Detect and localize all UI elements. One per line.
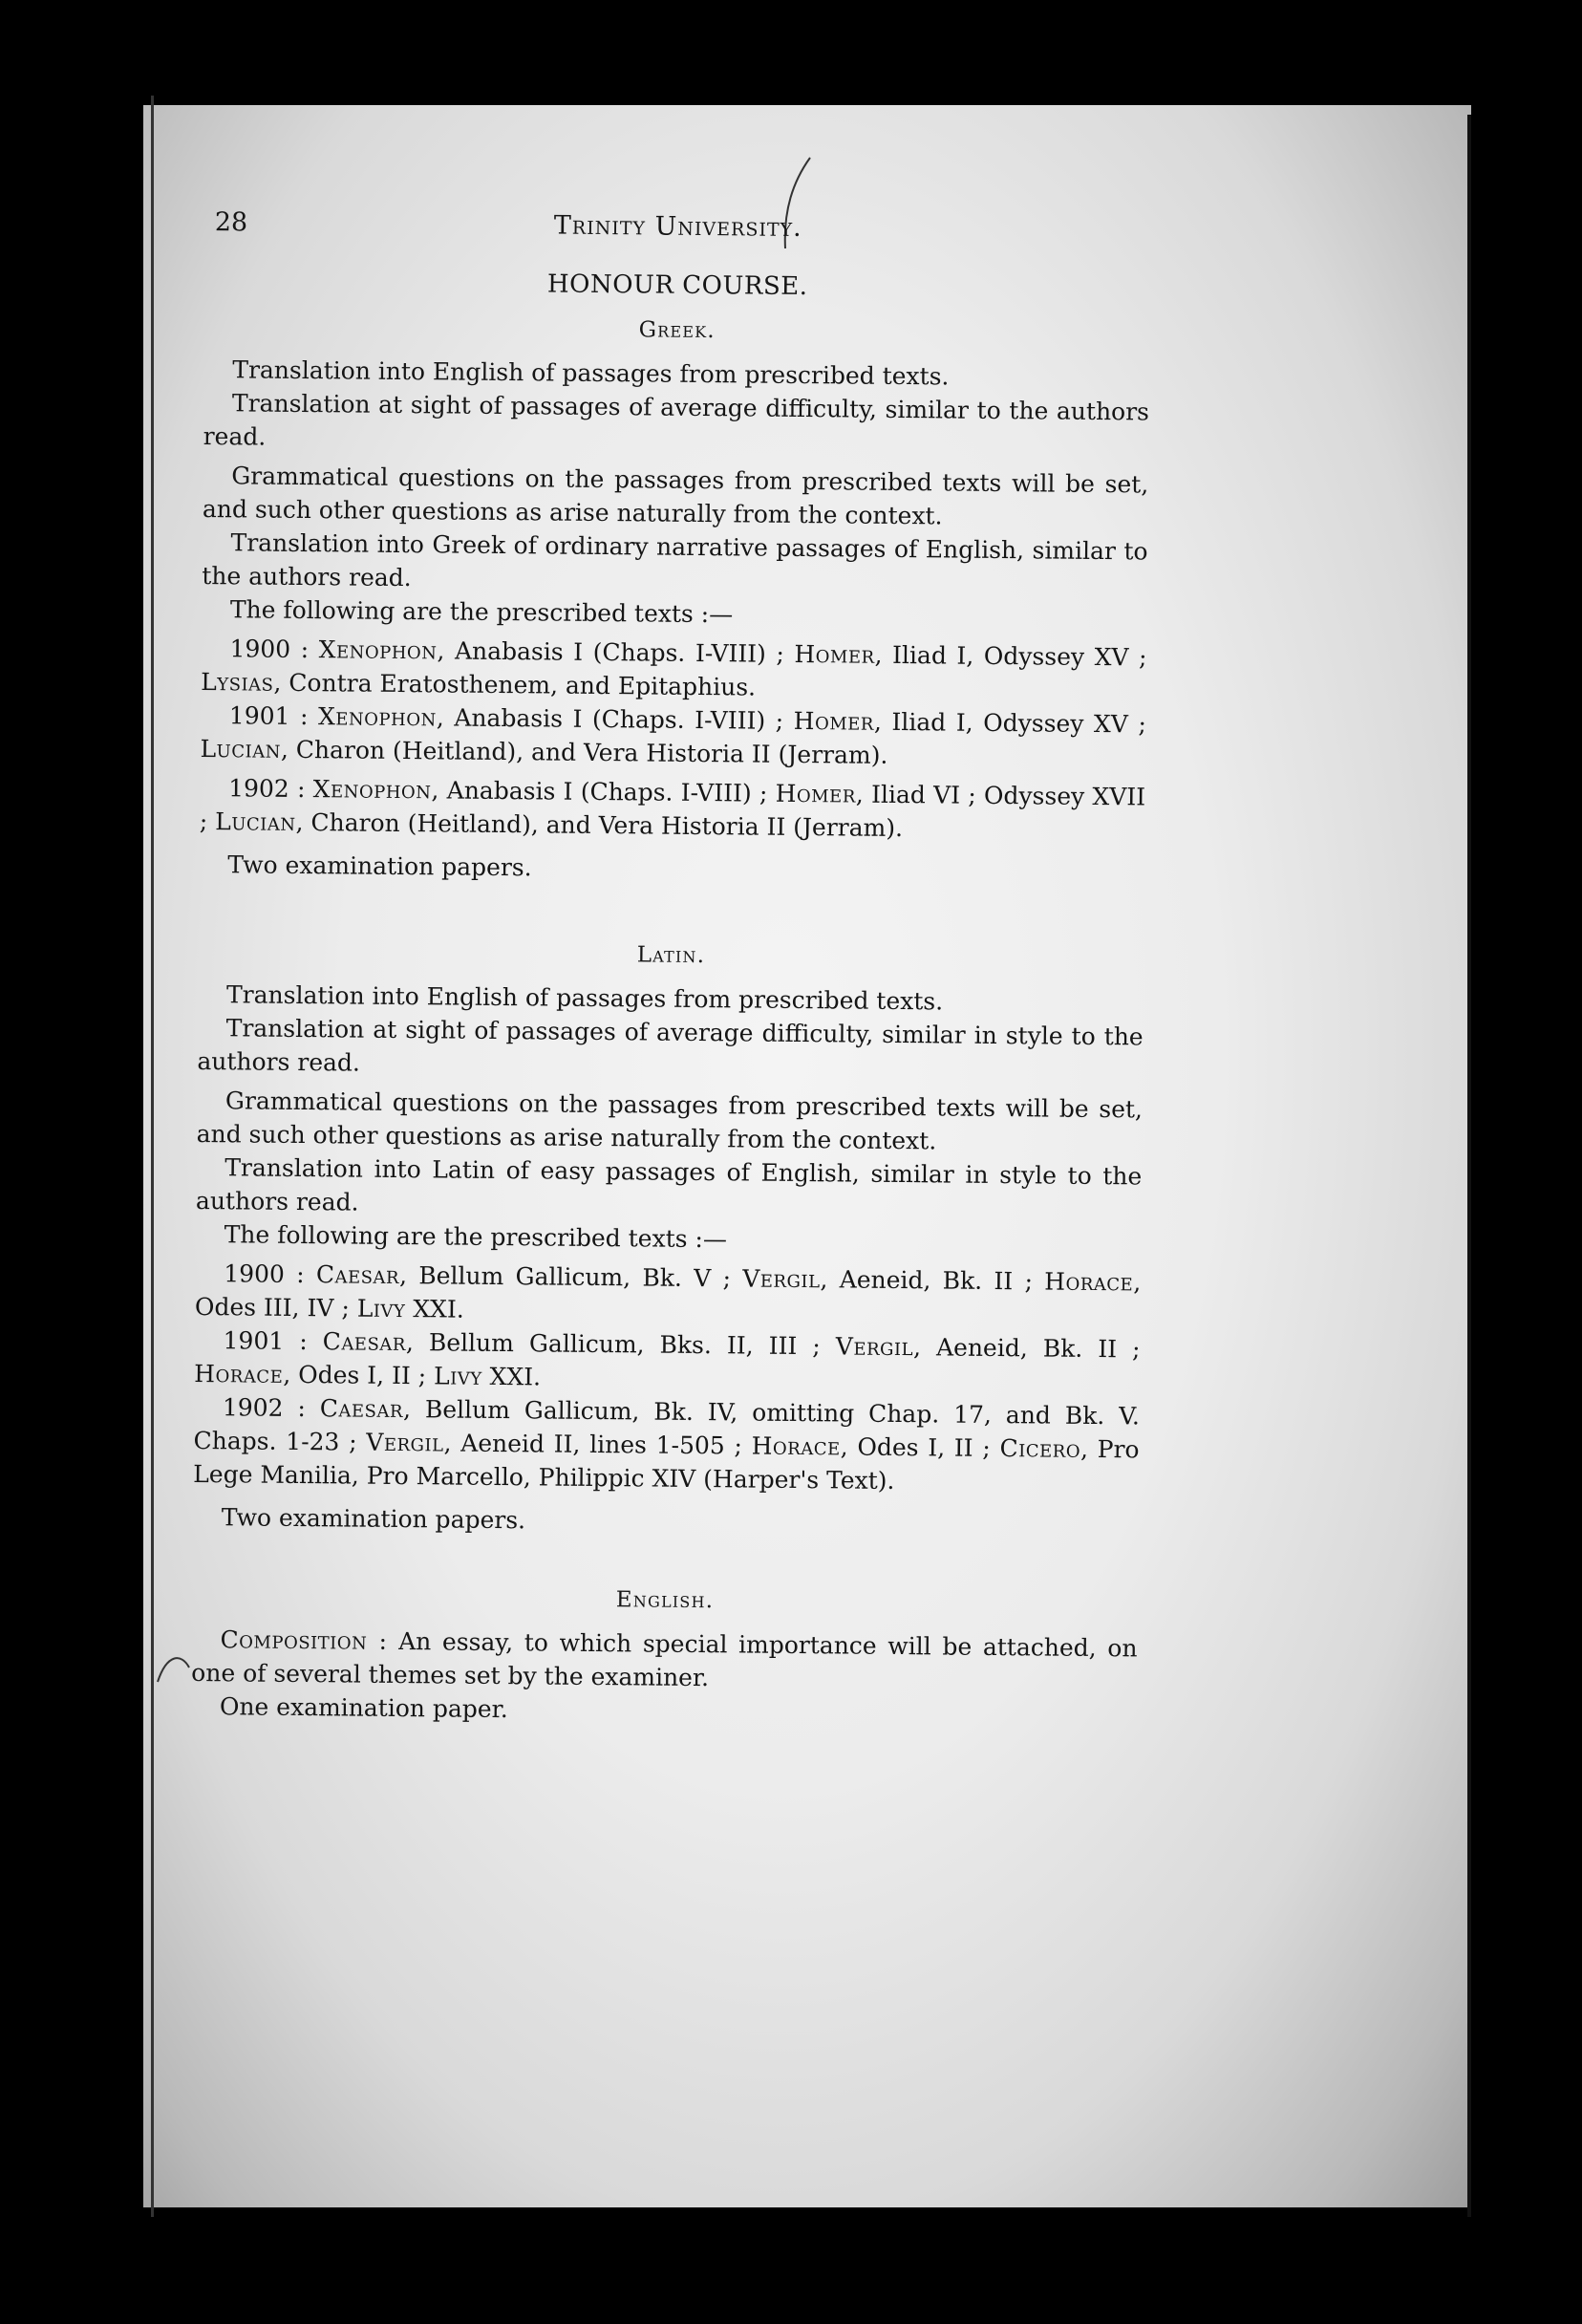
author-name: Homer xyxy=(775,779,856,808)
page-number: 28 xyxy=(214,207,248,238)
composition-text: An essay, to which special importance will be attached, on one of several themes set by the examiner. xyxy=(191,1626,1138,1692)
greek-heading: Greek. xyxy=(638,317,716,344)
course-title: HONOUR COURSE. xyxy=(546,269,808,302)
latin-para-2: Translation at sight of passages of average difficulty, similar in style to the authors read. xyxy=(197,1014,1144,1077)
english-heading: English. xyxy=(615,1587,715,1614)
latin-heading: Latin. xyxy=(636,942,706,969)
page-edge-left xyxy=(151,96,154,2217)
greek-para-2: Translation at sight of passages of average difficulty, similar to the authors read. xyxy=(203,389,1150,451)
english-papers-note: One examination paper. xyxy=(219,1692,508,1724)
author-name: Lucian xyxy=(215,807,296,836)
text-fragment: , Bellum Gallicum, Bk. V ; xyxy=(398,1261,743,1293)
latin-texts-1902 xyxy=(193,1390,1140,1499)
text-fragment: , Pro Lege Manilia, Pro Marcello, Philippic XIV (Harper's Text). xyxy=(193,1434,1140,1495)
author-name: Caesar xyxy=(315,1260,400,1290)
year-label: 1900 : xyxy=(229,635,310,664)
greek-texts-1900 xyxy=(201,632,1147,707)
text-fragment: , Contra Eratosthenem, and Epitaphius. xyxy=(273,668,757,701)
text-fragment: , Bellum Gallicum, Bk. IV, omitting Chap. 17, and Bk. V. Chaps. 1-23 ; xyxy=(193,1395,1141,1456)
text-fragment: , Anabasis I (Chaps. I-VIII) ; xyxy=(436,703,794,735)
running-title: Trinity University. xyxy=(553,210,802,243)
text-fragment: XXI. xyxy=(405,1295,464,1323)
latin-para-1: Translation into English of passages from prescribed texts. xyxy=(225,980,944,1016)
text-fragment: , Odes III, IV ; xyxy=(194,1268,1142,1323)
page-edge-right xyxy=(1467,115,1471,2217)
year-label: 1901 : xyxy=(228,701,309,731)
text-fragment: , Odes I, II ; xyxy=(840,1432,1000,1463)
text-fragment: , Aeneid, Bk. II ; xyxy=(820,1265,1045,1296)
text-fragment: , Anabasis I (Chaps. I-VIII) ; xyxy=(437,636,795,668)
latin-para-3: Grammatical questions on the passages from prescribed texts will be set, and such other questions as arise naturally from the context. xyxy=(196,1087,1144,1155)
author-name: Xenophon xyxy=(318,635,438,665)
text-fragment: , Charon (Heitland), and Vera Historia II (Jerram). xyxy=(280,735,888,769)
page-content xyxy=(191,205,1151,1732)
greek-texts-1902 xyxy=(200,771,1146,847)
author-name: Livy xyxy=(356,1294,406,1323)
text-fragment: , Iliad I, Odyssey XV ; xyxy=(873,707,1146,739)
author-name: Caesar xyxy=(319,1394,404,1424)
author-name: Caesar xyxy=(322,1327,407,1357)
author-name: Lucian xyxy=(200,734,282,764)
year-label: 1902 : xyxy=(228,774,306,804)
author-name: Lysias xyxy=(201,667,274,697)
text-fragment: , Iliad VI ; Odyssey XVII ; xyxy=(199,780,1146,836)
year-label: 1902 : xyxy=(222,1393,307,1423)
text-fragment: , Aeneid, Bk. II ; xyxy=(912,1333,1141,1364)
running-header xyxy=(205,205,1151,263)
text-fragment: , Odes I, II ; xyxy=(283,1360,435,1390)
text-fragment: , Charon (Heitland), and Vera Historia II (Jerram). xyxy=(295,807,904,843)
greek-texts-1901 xyxy=(200,699,1146,775)
text-fragment: , Iliad I, Odyssey XV ; xyxy=(874,640,1147,672)
english-composition xyxy=(191,1623,1138,1699)
latin-para-4: Translation into Latin of easy passages of English, similar in style to the authors read. xyxy=(195,1153,1143,1216)
author-name: Horace xyxy=(194,1359,284,1388)
text-fragment: , Anabasis I (Chaps. I-VIII) ; xyxy=(431,776,776,807)
greek-para-1: Translation into English of passages from prescribed texts. xyxy=(232,355,950,391)
greek-para-3: Grammatical questions on the passages from prescribed texts will be set, and such other questions as arise naturally from the context. xyxy=(202,462,1149,530)
author-name: Homer xyxy=(794,639,875,669)
author-name: Vergil xyxy=(835,1332,914,1362)
greek-para-5: The following are the prescribed texts :— xyxy=(229,595,734,629)
composition-label: Composition : xyxy=(220,1625,388,1655)
author-name: Xenophon xyxy=(312,775,432,805)
author-name: Cicero xyxy=(999,1434,1081,1463)
greek-papers-note: Two examination papers. xyxy=(227,850,532,882)
text-fragment: , Bellum Gallicum, Bks. II, III ; xyxy=(405,1328,837,1361)
author-name: Horace xyxy=(751,1431,841,1461)
author-name: Vergil xyxy=(742,1264,821,1294)
latin-papers-note: Two examination papers. xyxy=(221,1503,526,1535)
greek-para-4: Translation into Greek of ordinary narrative passages of English, similar to the authors read. xyxy=(202,528,1148,592)
text-fragment: , Aeneid II, lines 1-505 ; xyxy=(443,1429,752,1460)
author-name: Vergil xyxy=(366,1428,444,1457)
author-name: Homer xyxy=(793,706,875,736)
latin-texts-1901 xyxy=(194,1323,1141,1400)
latin-para-5: The following are the prescribed texts :— xyxy=(224,1220,728,1254)
author-name: Livy xyxy=(433,1362,482,1390)
author-name: Horace xyxy=(1044,1267,1134,1297)
text-fragment: XXI. xyxy=(481,1362,542,1391)
author-name: Xenophon xyxy=(317,702,437,732)
latin-texts-1900 xyxy=(195,1257,1142,1332)
year-label: 1900 : xyxy=(224,1259,305,1289)
year-label: 1901 : xyxy=(223,1326,308,1356)
